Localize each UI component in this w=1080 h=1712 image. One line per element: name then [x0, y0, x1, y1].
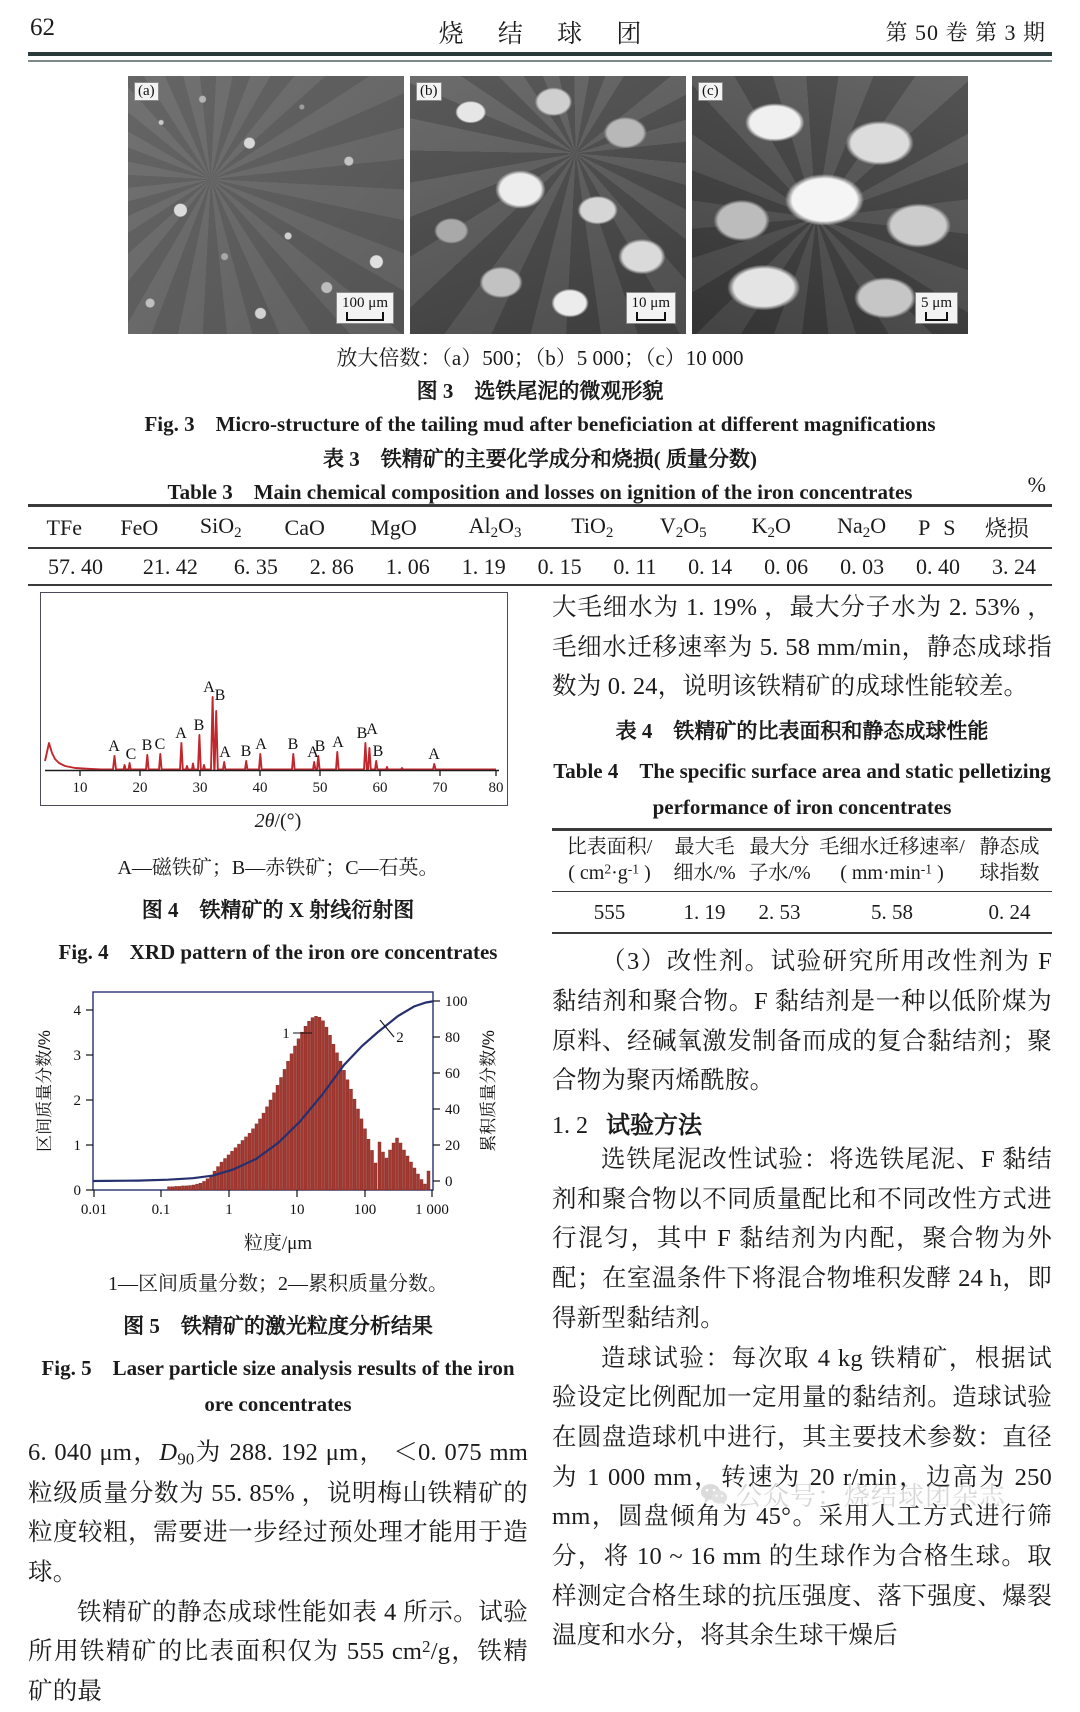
figure3-images — [128, 76, 968, 334]
svg-text:A: A — [175, 725, 187, 742]
table3-col-loi: 烧损 — [984, 516, 1029, 541]
section-number: 1. 2 — [552, 1113, 588, 1140]
xrd-peak-labels — [108, 679, 440, 763]
psd-annotation-2: 2 — [396, 1030, 404, 1046]
table3-col-al2o3: $Al_2O_3$ — [468, 512, 522, 542]
svg-text:80: 80 — [445, 1030, 460, 1046]
svg-text:20: 20 — [132, 780, 148, 796]
table4-body — [552, 892, 1052, 932]
table3-title-en: Table 3 Main chemical composition and losses on ignition of the iron concentrates — [167, 480, 913, 504]
table3-col-feo: FeO — [120, 514, 159, 540]
svg-text:60: 60 — [372, 780, 388, 796]
psd-svg — [28, 980, 518, 1232]
scale-bar-line-c — [925, 312, 948, 321]
left-column — [28, 588, 528, 1712]
table4-col-index — [967, 831, 1052, 891]
svg-text:40: 40 — [252, 780, 268, 796]
svg-text:C: C — [125, 746, 137, 763]
table3-col-na2o: $Na_2O$ — [837, 512, 887, 542]
svg-text:1 000: 1 000 — [415, 1202, 449, 1218]
svg-text:3: 3 — [73, 1048, 81, 1064]
svg-text:20: 20 — [445, 1138, 460, 1154]
table4-title-en-line2: performance of iron concentrates — [652, 795, 952, 820]
table4-col-maxcap-line1: 最大毛 — [674, 836, 735, 859]
svg-text:4: 4 — [73, 1003, 81, 1019]
svg-text:70: 70 — [432, 780, 448, 796]
table3-bottom-rule — [28, 584, 1052, 586]
table4-val-maxmol: 2. 53 — [758, 900, 801, 925]
svg-text:B: B — [287, 736, 299, 753]
table4-col-maxmol — [742, 831, 817, 891]
table3-val-mgo: 1. 06 — [385, 553, 430, 579]
table4-val-migration: 5. 58 — [871, 900, 913, 925]
table3-col-s: S — [943, 514, 956, 540]
watermark-text: 公众号：烧结球团杂志 — [736, 1482, 1007, 1511]
scale-bar-line-b — [636, 312, 666, 321]
table4-col-index-line1: 静态成 — [979, 836, 1040, 859]
panel-label-b: (b) — [416, 82, 442, 101]
table3-header-row — [28, 507, 1052, 547]
header-rule-thick — [28, 52, 1052, 56]
table3-val-tfe: 57. 40 — [47, 553, 103, 579]
section-heading-1-2 — [552, 1105, 1052, 1140]
right-paragraph-1: 大毛细水为 1. 19% ，最大分子水为 2. 53% ，毛细水迁移速率为 5. 58 mm/min，静态成球指数为 0. 24，说明该铁精矿的成球性能较差。 — [552, 594, 1052, 701]
table4-col-migration-line1: 毛细水迁移速率/ — [819, 836, 965, 859]
psd-ylabel-right: 累积质量分数/% — [479, 1030, 498, 1152]
table4-col-ssa-line1: 比表面积/ — [566, 836, 653, 859]
svg-text:A: A — [307, 744, 319, 761]
table4-col-maxcap-line2: 细水/% — [673, 862, 736, 884]
left-paragraph-1: 6. 040 μm，$D_{90}$为 288. 192 μm， ＜0. 075 mm 粒级质量分数为 55. 85% ，说明梅山铁精矿的粒度较粗，需要进一步经过预处理才能用于造球。 — [28, 1439, 528, 1586]
table4-col-migration — [817, 831, 967, 891]
svg-text:60: 60 — [445, 1066, 460, 1082]
svg-text:50: 50 — [312, 780, 328, 796]
table4-header-grid — [552, 831, 1052, 891]
table3-col-tfe: TFe — [46, 514, 82, 540]
svg-text:30: 30 — [192, 780, 208, 796]
svg-text:A: A — [108, 738, 120, 755]
table3-col-sio2: SiO$_2$ — [199, 512, 242, 542]
table4-val-ssa: 555 — [593, 900, 626, 925]
panel-label-c: (c) — [698, 82, 723, 101]
figure5-legend: 1—区间质量分数；2—累积质量分数。 — [108, 1273, 448, 1295]
table3-col-p: P — [918, 514, 931, 540]
table3-val-al2o3: 1. 19 — [461, 553, 506, 579]
volume-issue: 第 50 卷 第 3 期 — [885, 20, 1046, 45]
right-paragraph-4: 造球试验：每次取 4 kg 铁精矿，根据试验设定比例配加一定用量的黏结剂。造球试验在圆盘造球机中进行，其主要技术参数：直径为 1 000 mm，转速为 20 r/min，边高为 250 mm，圆盘倾角为 45°。采用人工方式进行筛分，将 10 ~ 16 mm 的生球作为合格生球。取样测定合格生球的抗压强度、落下强度、爆裂温度和水分，将其余生球干燥后 — [552, 1344, 1052, 1650]
table3-col-k2o: $K_2O$ — [751, 512, 791, 542]
psd-right-axis — [433, 994, 468, 1190]
xrd-axis — [45, 771, 504, 797]
scale-bar-b — [626, 292, 676, 324]
svg-text:100: 100 — [353, 1202, 377, 1218]
psd-x-axis — [81, 1190, 449, 1218]
table4-col-index-line2: 球指数 — [979, 862, 1040, 884]
xrd-svg — [41, 593, 507, 805]
svg-text:0: 0 — [73, 1183, 81, 1199]
svg-text:40: 40 — [445, 1102, 460, 1118]
psd-annotation-1: 1 — [282, 1026, 290, 1042]
journal-title: 烧 结 球 团 — [438, 21, 656, 48]
xrd-x-axis-label: 2θ/(°) — [254, 810, 302, 832]
scale-bar-c — [915, 292, 958, 324]
scale-bar-label-a: 100 μm — [342, 295, 388, 311]
svg-text:B: B — [240, 743, 252, 760]
left-paragraph-2: 铁精矿的静态成球性能如表 4 所示。试验所用铁精矿的比表面积仅为 555 $cm^2/g$，铁精矿的最 — [28, 1598, 528, 1706]
svg-text:B: B — [141, 737, 153, 754]
page-number: 62 — [30, 14, 55, 41]
right-column — [552, 588, 1052, 1656]
svg-text:A: A — [219, 744, 231, 761]
svg-text:B: B — [314, 738, 326, 755]
psd-x-axis-label: 粒度/μm — [243, 1233, 313, 1254]
table3-val-loi: 3. 24 — [992, 553, 1036, 579]
sem-panel-b — [410, 76, 686, 334]
sem-panel-a — [128, 76, 404, 334]
psd-ylabel-left: 区间质量分数/% — [35, 1030, 54, 1152]
table4-val-maxcap: 1. 19 — [683, 900, 726, 925]
svg-text:0.1: 0.1 — [151, 1202, 171, 1218]
figure5-psd-chart — [28, 980, 518, 1232]
table3-title-cn: 表 3 铁精矿的主要化学成分和烧损( 质量分数) — [323, 447, 757, 471]
header-rule-thin — [28, 60, 1052, 62]
table3-col-mgo: MgO — [370, 514, 417, 540]
table4-col-maxcap — [667, 831, 742, 891]
svg-text:C: C — [154, 736, 166, 753]
svg-text:B: B — [214, 687, 226, 704]
svg-text:80: 80 — [488, 780, 504, 796]
svg-text:A: A — [203, 679, 215, 696]
table3-col-cao: CaO — [284, 514, 325, 540]
scale-bar-label-c: 5 μm — [921, 295, 952, 311]
table3-val-s: 0. 40 — [916, 553, 961, 579]
table3-val-tio2: 0. 15 — [537, 553, 582, 579]
table4-title-cn: 表 4 铁精矿的比表面积和静态成球性能 — [615, 719, 989, 744]
page-header — [0, 0, 1080, 58]
svg-text:A: A — [255, 736, 267, 753]
svg-text:10: 10 — [289, 1202, 305, 1218]
svg-text:1: 1 — [225, 1202, 233, 1218]
table3-val-sio2: 6. 35 — [233, 553, 278, 579]
table4-val-index: 0. 24 — [988, 900, 1031, 925]
table4-col-migration-line2: ( $mm\cdot\min^{-1}$ ) — [840, 861, 944, 885]
table3-val-p: 0. 03 — [840, 553, 885, 579]
table3-grid — [28, 507, 1052, 547]
scale-bar-a — [336, 292, 394, 324]
table3-val-cao: 2. 86 — [309, 553, 354, 579]
figure3-caption-cn: 图 3 选铁尾泥的微观形貌 — [416, 379, 664, 403]
table3-unit-mark: % — [1027, 472, 1046, 497]
right-paragraph-3: 选铁尾泥改性试验：将选铁尾泥、F 黏结剂和聚合物以不同质量配比和不同改性方式进行混匀，其中 F 黏结剂为内配，聚合物为外配；在室温条件下将混合物堆积发酵 24 h，即得新型黏结剂。 — [552, 1146, 1052, 1332]
table3-val-v2o5: 0. 11 — [613, 553, 657, 579]
table3-col-v2o5: $V_2O_5$ — [659, 512, 707, 542]
table4-header-row — [552, 831, 1052, 891]
table4-col-ssa-line2: ( $cm^2\cdot g^{-1}$ ) — [568, 861, 651, 885]
table-row — [28, 549, 1052, 584]
svg-text:0: 0 — [445, 1174, 453, 1190]
figure3-magnification-note: 放大倍数：（a）500；（b）5 000；（c）10 000 — [336, 346, 744, 370]
svg-text:10: 10 — [72, 780, 88, 796]
table4-col-maxmol-line2: 子水/% — [748, 862, 811, 884]
svg-text:A: A — [332, 734, 344, 751]
svg-text:B: B — [193, 717, 205, 734]
svg-text:2: 2 — [73, 1093, 81, 1109]
right-paragraph-2: （3）改性剂。试验研究所用改性剂为 F 黏结剂和聚合物。F 黏结剂是一种以低阶煤为原料、经碱氧激发制备而成的复合黏结剂；聚合物为聚丙烯酰胺。 — [552, 948, 1052, 1095]
table4-col-maxmol-line1: 最大分 — [749, 836, 810, 859]
table4 — [552, 828, 1052, 934]
scale-bar-line-a — [346, 312, 384, 321]
table4-col-ssa — [552, 831, 667, 891]
figure4-caption-cn: 图 4 铁精矿的 X 射线衍射图 — [141, 898, 415, 922]
figure5-caption-en-line2: ore concentrates — [204, 1392, 352, 1416]
svg-text:0.01: 0.01 — [80, 1202, 108, 1218]
svg-text:1: 1 — [73, 1138, 81, 1154]
table-row — [552, 892, 1052, 932]
section-title: 试验方法 — [606, 1113, 702, 1140]
psd-left-axis — [74, 1003, 94, 1199]
svg-text:B: B — [372, 743, 384, 760]
svg-text:100: 100 — [445, 994, 468, 1010]
figure4-xrd-chart — [40, 592, 508, 806]
table3-val-na2o: 0. 06 — [764, 553, 809, 579]
scale-bar-label-b: 10 μm — [631, 295, 670, 311]
svg-text:A: A — [366, 721, 378, 738]
figure3-caption-en: Fig. 3 Micro-structure of the tailing mud after beneficiation at different magnifications — [144, 412, 936, 436]
table3-body — [28, 549, 1052, 584]
figure5-caption-cn: 图 5 铁精矿的激光粒度分析结果 — [123, 1314, 433, 1338]
table3-col-tio2: TiO$_2$ — [571, 512, 614, 542]
table3-val-k2o: 0. 14 — [688, 553, 733, 579]
figure4-legend: A—磁铁矿；B—赤铁矿；C—石英。 — [117, 857, 439, 879]
figure4-caption-en: Fig. 4 XRD pattern of the iron ore concentrates — [58, 940, 498, 964]
svg-text:B: B — [356, 725, 368, 742]
table3-val-feo: 21. 42 — [142, 553, 198, 579]
svg-text:A: A — [428, 746, 440, 763]
sem-panel-c — [692, 76, 968, 334]
panel-label-a: (a) — [134, 82, 159, 101]
table4-bottom-rule — [552, 932, 1052, 934]
table4-title-en-line1: Table 4 The specific surface area and static pelletizing — [553, 759, 1051, 784]
figure5-caption-en-line1: Fig. 5 Laser particle size analysis results of the iron — [41, 1356, 515, 1380]
